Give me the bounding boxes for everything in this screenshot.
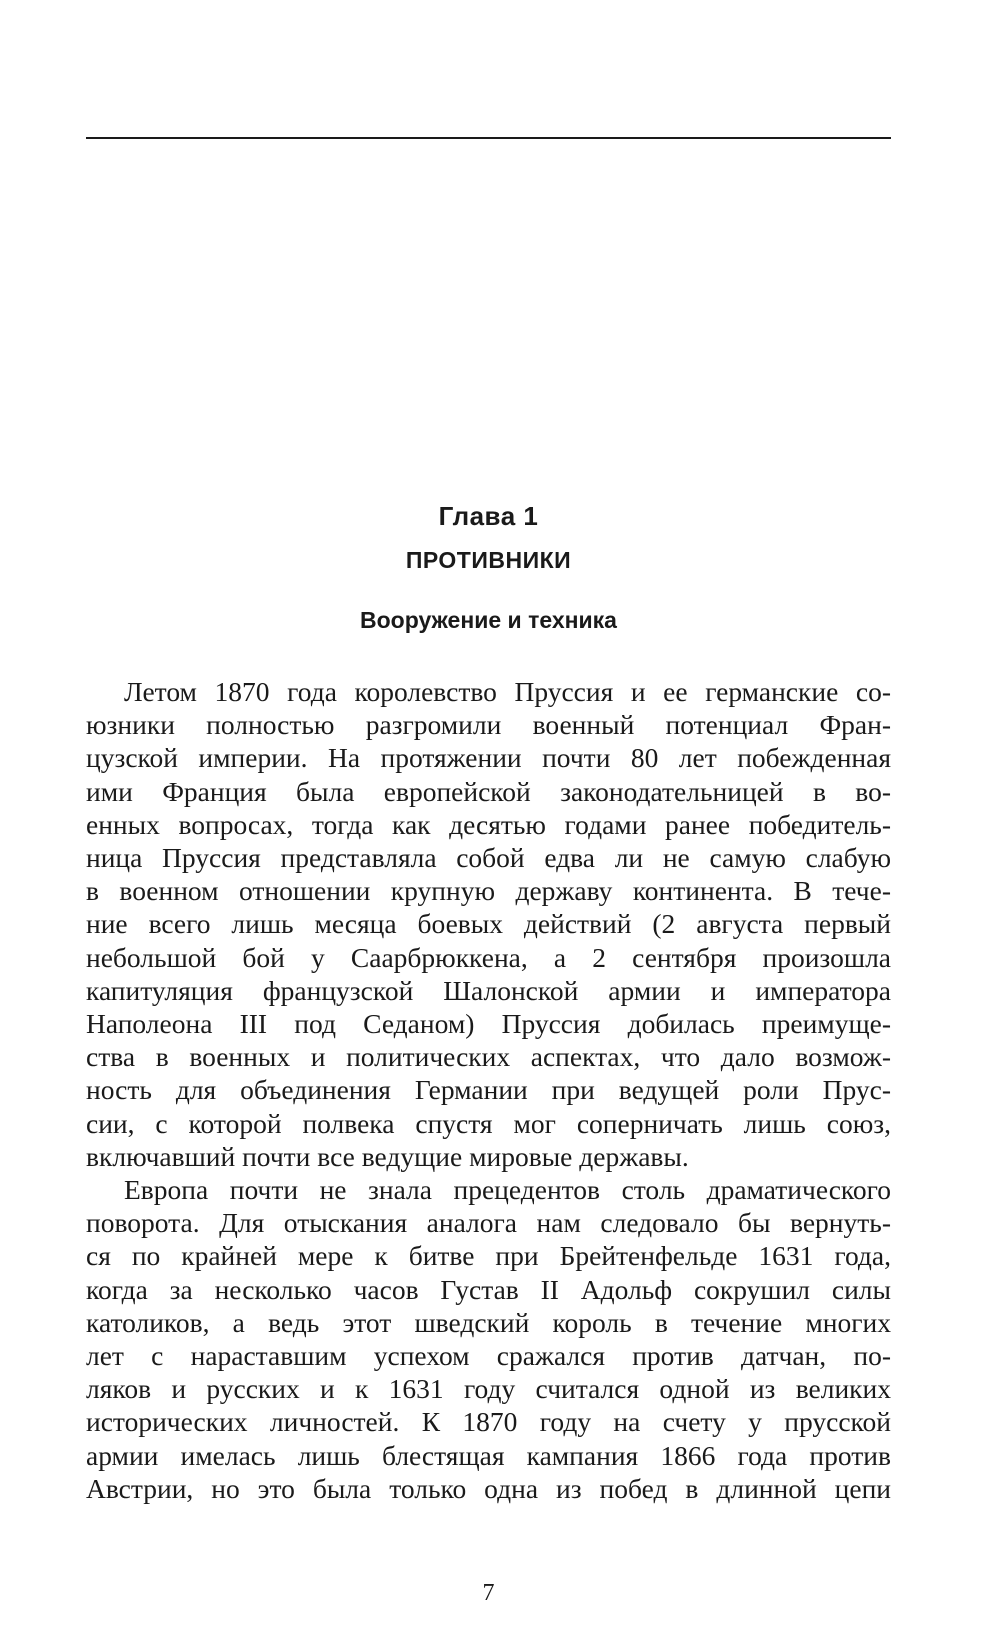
paragraph-1 xyxy=(86,675,891,1173)
paragraph-2 xyxy=(86,1173,891,1505)
text-line: ся по крайней мере к битве при Брейтенфельде 1631 года, xyxy=(86,1240,891,1272)
text-line: Наполеона III под Седаном) Пруссия добилась преимуще- xyxy=(86,1008,891,1040)
text-line: католиков, а ведь этот шведский король в течение многих xyxy=(86,1306,891,1338)
section-title: Вооружение и техника xyxy=(360,607,617,633)
chapter-title: ПРОТИВНИКИ xyxy=(405,547,572,573)
chapter-label: Глава 1 xyxy=(438,501,539,531)
text-line: ства в военных и политических аспектах, что дало возмож- xyxy=(86,1041,891,1073)
text-line: сии, с которой полвека спустя мог соперничать лишь союз, xyxy=(86,1107,891,1139)
top-rule xyxy=(86,137,891,139)
text-line: армии имелась лишь блестящая кампания 1866 года против xyxy=(86,1439,891,1471)
text-line: ляков и русских и к 1631 году считался одной из великих xyxy=(86,1373,891,1405)
text-line: небольшой бой у Саарбрюккена, а 2 сентября произошла xyxy=(86,941,891,973)
text-line: енных вопросах, тогда как десятью годами ранее победитель- xyxy=(86,808,891,840)
text-line: исторических личностей. К 1870 году на счету у прусской xyxy=(86,1406,891,1438)
text-line: цузской империи. На протяжении почти 80 лет побежденная xyxy=(86,742,891,774)
text-line: в военном отношении крупную державу континента. В тече- xyxy=(86,875,891,907)
text-line: ность для объединения Германии при ведущей роли Прус- xyxy=(86,1074,891,1106)
text-line: когда за несколько часов Густав II Адольф сокрушил силы xyxy=(86,1273,891,1305)
text-line: Летом 1870 года королевство Пруссия и ее германские со- xyxy=(124,676,891,707)
text-line: включавший почти все ведущие мировые державы. xyxy=(86,1140,689,1172)
text-line: поворота. Для отыскания аналога нам следовало бы вернуть- xyxy=(86,1207,891,1239)
text-line: юзники полностью разгромили военный потенциал Фран- xyxy=(86,709,891,741)
page-number: 7 xyxy=(482,1580,495,1606)
text-line: ница Пруссия представляла собой едва ли не самую слабую xyxy=(86,842,891,874)
text-line: лет с нараставшим успехом сражался против датчан, по- xyxy=(86,1340,891,1372)
text-line: Европа почти не знала прецедентов столь драматического xyxy=(124,1174,891,1206)
body-text xyxy=(86,675,891,1505)
text-line: Австрии, но это была только одна из побед в длинной цепи xyxy=(86,1472,891,1504)
text-line: капитуляция французской Шалонской армии и императора xyxy=(86,974,891,1006)
text-line: ние всего лишь месяца боевых действий (2 августа первый xyxy=(86,908,891,940)
text-line: ими Франция была европейской законодательницей в во- xyxy=(86,775,891,807)
